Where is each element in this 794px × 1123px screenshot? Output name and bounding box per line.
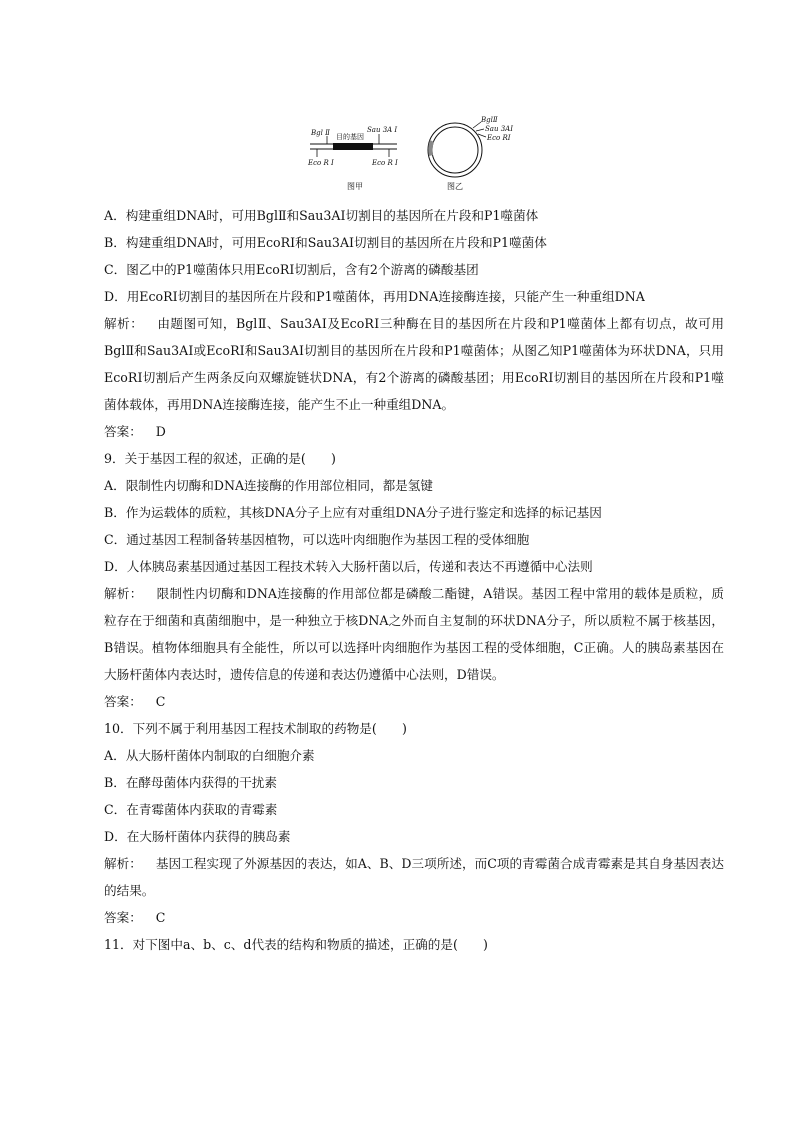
jia-eco-left-label: Eco R Ⅰ bbox=[308, 159, 334, 167]
yi-eco-pointer bbox=[478, 134, 486, 137]
q10-answer-label: 答案： bbox=[104, 910, 142, 925]
q8-option-d: D．用EcoRⅠ切割目的基因所在片段和P1噬菌体，再用DNA连接酶连接，只能产生一种重组DNA bbox=[104, 289, 645, 304]
q10-analysis-text: 基因工程实现了外源基因的表达，如A、B、D三项所述，而C项的青霉菌合成青霉素是其自身基因表达的结果。 bbox=[104, 856, 724, 898]
yi-sau-pointer bbox=[476, 129, 484, 131]
document-body bbox=[104, 202, 724, 958]
jia-sau-label: Sau 3A Ⅰ bbox=[367, 126, 398, 134]
q10-option-d: D．在大肠杆菌体内获得的胰岛素 bbox=[104, 829, 291, 844]
q8-option-c: C．图乙中的P1噬菌体只用EcoRⅠ切割后，含有2个游离的磷酸基团 bbox=[104, 262, 479, 277]
yi-bgl-pointer bbox=[473, 122, 481, 128]
q10-option-a: A．从大肠杆菌体内制取的白细胞介素 bbox=[104, 748, 315, 763]
yi-caption: 图乙 bbox=[447, 182, 463, 191]
figure-jia-yi bbox=[305, 116, 527, 200]
q11-stem: 11．对下图中a、b、c、d代表的结构和物质的描述，正确的是( ) bbox=[104, 937, 488, 952]
q10-analysis-label: 解析： bbox=[104, 856, 142, 871]
q10-answer bbox=[104, 904, 724, 931]
q9-analysis bbox=[104, 580, 724, 688]
q9-analysis-label: 解析： bbox=[104, 586, 143, 601]
q9-analysis-text: 限制性内切酶和DNA连接酶的作用部位都是磷酸二酯键，A错误。基因工程中常用的载体是质粒，质粒存在于细菌和真菌细胞中，是一种独立于核DNA之外而自主复制的环状DNA分子，所以质粒不属于核基因，B错误。植物体细胞具有全能性，所以可以选择叶肉细胞作为基因工程的受体细胞，C正确。人的胰岛素基因在大肠杆菌体内表达时，遗传信息的传递和表达仍遵循中心法则，D错误。 bbox=[104, 586, 725, 682]
q8-option-b: B．构建重组DNA时，可用EcoRⅠ和Sau3AⅠ切割目的基因所在片段和P1噬菌体 bbox=[104, 235, 547, 250]
q9-answer-label: 答案： bbox=[104, 694, 142, 709]
q10-stem: 10．下列不属于利用基因工程技术制取的药物是( ) bbox=[104, 721, 407, 736]
q8-analysis-label: 解析： bbox=[104, 316, 144, 331]
yi-inner-ring bbox=[432, 127, 478, 173]
jia-target-gene-label: 目的基因 bbox=[336, 133, 364, 141]
q10-option-b: B．在酵母菌体内获得的干扰素 bbox=[104, 775, 277, 790]
q9-answer bbox=[104, 688, 724, 715]
jia-eco-right-label: Eco R Ⅰ bbox=[372, 159, 398, 167]
yi-sau-label: Sau 3AⅠ bbox=[485, 125, 513, 133]
yi-bgl-label: BglⅡ bbox=[481, 116, 498, 124]
q9-option-d: D．人体胰岛素基因通过基因工程技术转入大肠杆菌以后，传递和表达不再遵循中心法则 bbox=[104, 559, 593, 574]
q8-answer bbox=[104, 418, 724, 445]
yi-outer-ring bbox=[428, 123, 482, 177]
jia-caption: 图甲 bbox=[347, 182, 363, 191]
target-gene-block bbox=[333, 143, 373, 150]
q8-analysis bbox=[104, 310, 724, 418]
q8-options bbox=[104, 202, 724, 310]
q9-option-b: B．作为运载体的质粒，其核DNA分子上应有对重组DNA分子进行鉴定和选择的标记基因 bbox=[104, 505, 602, 520]
q8-analysis-text: 由题图可知，BglⅡ、Sau3AⅠ及EcoRⅠ三种酶在目的基因所在片段和P1噬菌体上都有切点，故可用BglⅡ和Sau3AⅠ或EcoRⅠ和Sau3AⅠ切割目的基因所在片段和P1噬菌体；从图乙知P1噬菌体为环状DNA，只用EcoRⅠ切割后产生两条反向双螺旋链状DNA，有2个游离的磷酸基团；用EcoRⅠ切割目的基因所在片段和P1噬菌体载体，再用DNA连接酶连接，能产生不止一种重组DNA。 bbox=[104, 316, 724, 412]
q8-answer-value: D bbox=[155, 424, 166, 439]
q9-stem: 9．关于基因工程的叙述，正确的是( ) bbox=[104, 451, 336, 466]
q9-option-a: A．限制性内切酶和DNA连接酶的作用部位相同，都是氢键 bbox=[104, 478, 433, 493]
figure-jia bbox=[307, 126, 398, 191]
q10-answer-value: C bbox=[155, 910, 166, 925]
q10-option-c: C．在青霉菌体内获取的青霉素 bbox=[104, 802, 278, 817]
figure-svg bbox=[305, 116, 527, 200]
figure-yi bbox=[428, 116, 513, 191]
q10-analysis bbox=[104, 850, 724, 904]
q8-answer-label: 答案： bbox=[104, 424, 142, 439]
jia-bgl-label: Bgl Ⅱ bbox=[311, 129, 330, 137]
q9-option-c: C．通过基因工程制备转基因植物，可以选叶肉细胞作为基因工程的受体细胞 bbox=[104, 532, 530, 547]
q9-answer-value: C bbox=[155, 694, 166, 709]
q8-option-a: A．构建重组DNA时，可用BglⅡ和Sau3AⅠ切割目的基因所在片段和P1噬菌体 bbox=[104, 208, 539, 223]
yi-eco-label: Eco RⅠ bbox=[487, 134, 511, 142]
